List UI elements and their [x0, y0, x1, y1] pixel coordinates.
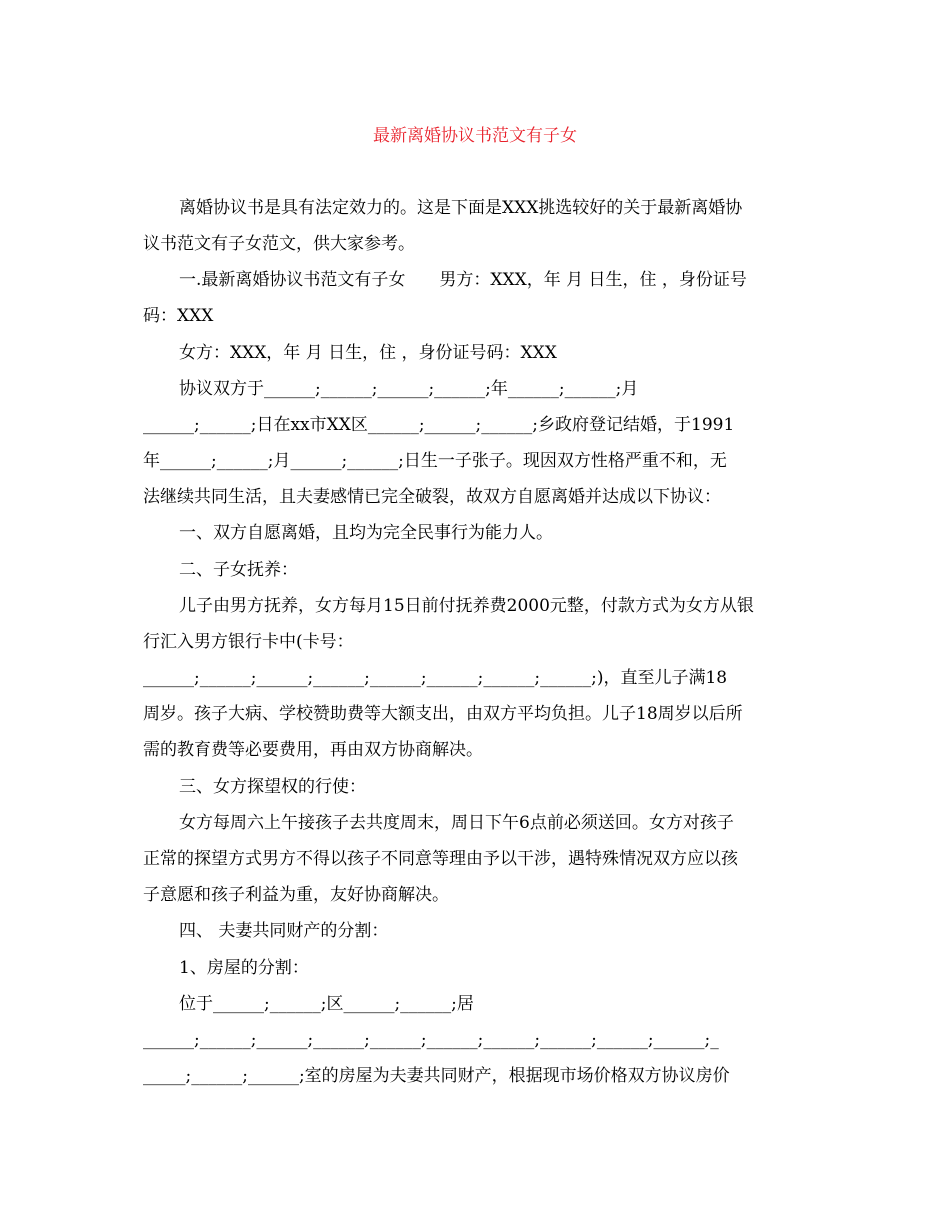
paragraph-line: 女方每周六上午接孩子去共度周末，周日下午6点前必须送回。女方对孩子: [179, 813, 734, 833]
paragraph-line: ______;______;______;______;______;______;______;______;)，直至儿子满18: [143, 668, 728, 688]
paragraph-line: 议书范文有子女范文，供大家参考。: [143, 234, 415, 254]
paragraph-line: 行汇入男方银行卡中(卡号：: [143, 632, 354, 652]
paragraph-line: ______;______;______;______;______;______;______;______;______;______;_: [143, 1030, 719, 1050]
section-heading: 1、房屋的分割：: [179, 958, 309, 978]
section-heading: 四、 夫妻共同财产的分割：: [179, 921, 389, 941]
paragraph-line: 需的教育费等必要费用，再由双方协商解决。: [143, 740, 483, 760]
paragraph-line: 协议双方于______;______;______;______;年______;______;月: [179, 379, 639, 399]
paragraph-line: 年______;______;月______;______;日生一子张子。现因双方性格严重不和，无: [143, 451, 727, 471]
paragraph-line: 女方：XXX，年 月 日生，住 ，身份证号码：XXX: [179, 343, 557, 363]
section-heading: 二、子女抚养：: [179, 560, 298, 580]
paragraph-line: 儿子由男方抚养，女方每月15日前付抚养费2000元整，付款方式为女方从银: [179, 596, 754, 616]
paragraph-line: 子意愿和孩子利益为重，友好协商解决。: [143, 885, 449, 905]
paragraph-line: 位于______;______;区______;______;居: [179, 994, 474, 1014]
paragraph-line: _____;______;______;室的房屋为夫妻共同财产，根据现市场价格双方协议房价: [143, 1066, 730, 1086]
paragraph-line: 周岁。孩子大病、学校赞助费等大额支出，由双方平均负担。儿子18周岁以后所: [143, 704, 743, 724]
paragraph-line: ______;______;日在xx市XX区______;______;______;乡政府登记结婚，于1991: [143, 415, 735, 435]
paragraph-line: 码：XXX: [143, 306, 214, 326]
paragraph-line: 离婚协议书是具有法定效力的。这是下面是XXX挑选较好的关于最新离婚协: [179, 198, 743, 218]
paragraph-line: 一.最新离婚协议书范文有子女 男方：XXX，年 月 日生，住 ，身份证号: [179, 270, 747, 290]
paragraph-line: 正常的探望方式男方不得以孩子不同意等理由予以干涉，遇特殊情况双方应以孩: [143, 849, 738, 869]
section-heading: 一、双方自愿离婚，且均为完全民事行为能力人。: [179, 523, 553, 543]
paragraph-line: 法继续共同生活，且夫妻感情已完全破裂，故双方自愿离婚并达成以下协议：: [143, 487, 721, 507]
section-heading: 三、女方探望权的行使：: [179, 777, 366, 797]
document-title: 最新离婚协议书范文有子女: [373, 126, 577, 146]
